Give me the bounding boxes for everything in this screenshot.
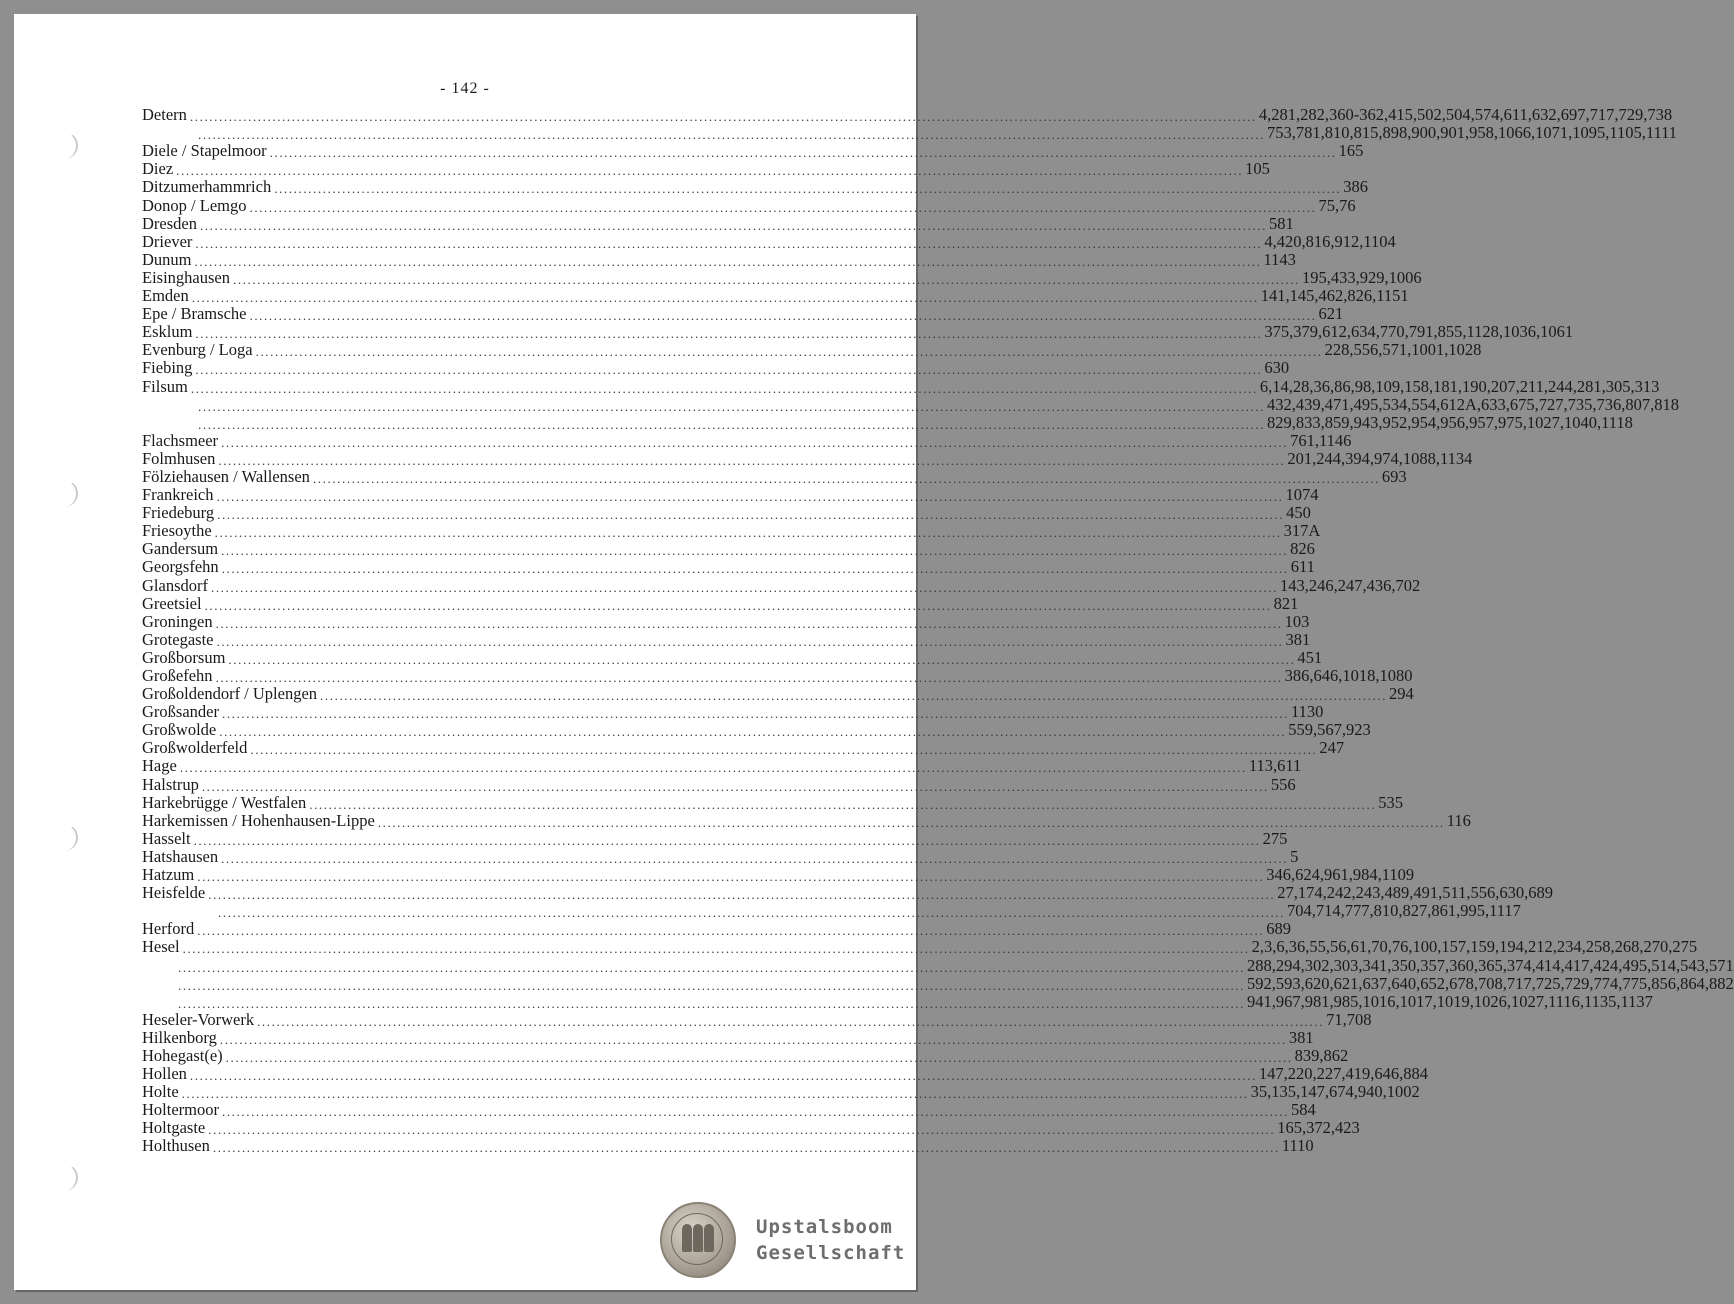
index-entry [142,448,1473,468]
page-references: 346,624,961,984,1109 [1266,865,1415,885]
dot-leader: ............................................................................................................................................................................................................................ [233,271,1300,287]
index-line [142,1009,1372,1029]
place-name: Heisfelde [142,883,206,903]
page-references: 535 [1378,792,1403,812]
index-line [142,249,1296,269]
index-line [142,666,1413,685]
index-entry [142,213,1294,233]
dot-leader: ............................................................................................................................................................................................................................ [228,651,1296,667]
dot-leader: ............................................................................................................................................................................................................................ [178,995,1245,1011]
index-entry [142,738,1345,758]
index-line [142,792,1403,812]
logo-line-1: Upstalsboom [756,1216,893,1238]
index-line [142,1045,1349,1065]
index-line [142,448,1473,468]
page-references: 1143 [1263,249,1296,269]
index-continuation-line [142,394,1680,414]
dot-leader: ............................................................................................................................................................................................................................ [189,1068,1257,1084]
index-line [142,322,1574,342]
dot-leader: ............................................................................................................................................................................................................................ [221,706,1289,722]
place-name: Holte [142,1082,179,1102]
index-entry [142,358,1290,378]
place-name: Großoldendorf / Uplengen [142,684,318,704]
place-name: Gandersum [142,539,219,559]
punch-hole [54,132,78,159]
index-line [142,358,1290,378]
index-line [142,720,1371,740]
page-references: 201,244,394,974,1088,1134 [1287,448,1473,468]
page-references: 381 [1285,629,1311,649]
index-line [142,267,1422,287]
page-references: 450 [1286,503,1311,523]
page-references: 71,708 [1326,1009,1372,1029]
index-line [142,376,1660,396]
dot-leader: ............................................................................................................................................................................................................................ [225,1049,1293,1065]
index-line [142,286,1409,306]
page-references: 592,593,620,621,637,640,652,678,708,717,725,729,774,775,856,864,882 [1247,973,1734,993]
index-entry [142,267,1422,287]
place-name: Dresden [142,213,197,233]
dot-leader: ............................................................................................................................................................................................................................ [221,850,1289,866]
index-line [142,575,1421,595]
page-references: 753,781,810,815,898,900,901,958,1066,1071,1095,1105,1111 [1267,123,1678,143]
index-continuation-line [142,973,1734,993]
dot-leader: ............................................................................................................................................................................................................................ [198,398,1265,414]
page-references: 689 [1266,919,1291,939]
index-entry [142,1027,1314,1047]
index-line [142,304,1344,324]
dot-leader: ............................................................................................................................................................................................................................ [195,326,1263,342]
place-name: Harkebrügge / Westfalen [142,792,307,812]
punch-hole [54,824,78,851]
page-references: 35,135,147,674,940,1002 [1250,1082,1420,1102]
page-references: 4,420,816,912,1104 [1264,231,1396,251]
place-name: Donop / Lemgo [142,195,247,215]
place-name: Fölziehausen / Wallensen [142,466,310,486]
place-name: Georgsfehn [142,557,219,577]
index-entry [142,774,1296,794]
dot-leader: ............................................................................................................................................................................................................................ [194,253,1262,269]
dot-leader: ............................................................................................................................................................................................................................ [249,308,1317,324]
punch-hole [54,480,78,507]
index-line [142,738,1345,758]
dot-leader: ............................................................................................................................................................................................................................ [190,380,1258,396]
index-line [142,629,1311,649]
index-line [142,828,1288,848]
index-entry [142,485,1319,505]
index-entry [142,666,1413,685]
index-entry [142,322,1574,342]
index-entry [142,1009,1372,1029]
page-number: - 142 - [440,80,490,97]
place-name: Großefehn [142,666,213,685]
index-entry [142,593,1299,613]
dot-leader: ............................................................................................................................................................................................................................ [217,507,1285,523]
page-references: 113,611 [1248,756,1302,776]
index-entry [142,430,1352,450]
page-references: 294 [1389,684,1414,704]
index-line [142,159,1270,179]
page-references: 386 [1343,177,1368,197]
index-entry [142,340,1482,360]
dot-leader: ............................................................................................................................................................................................................................ [178,959,1245,975]
place-name: Frankreich [142,485,214,505]
page-references: 27,174,242,243,489,491,511,556,630,689 [1277,883,1553,903]
index-entry [142,1064,1429,1084]
page-references: 381 [1288,1027,1314,1047]
page-references: 451 [1297,647,1323,667]
dot-leader: ............................................................................................................................................................................................................................ [212,1140,1280,1156]
place-name: Hatzum [142,865,195,885]
place-name: Hilkenborg [142,1027,217,1047]
dot-leader: ............................................................................................................................................................................................................................ [191,290,1259,306]
place-name: Detern [142,105,187,125]
page-references: 375,379,612,634,770,791,855,1128,1036,1061 [1264,322,1574,342]
place-name: Diez [142,159,174,179]
dot-leader: ............................................................................................................................................................................................................................ [197,923,1265,939]
index-entry [142,521,1321,541]
index-entry [142,865,1415,885]
page-references: 761,1146 [1290,430,1352,450]
index-line [142,195,1356,215]
place-name: Driever [142,231,193,251]
dot-leader: ............................................................................................................................................................................................................................ [269,145,1337,161]
index-entry [142,919,1291,939]
dot-leader: ............................................................................................................................................................................................................................ [377,814,1445,830]
index-continuation-line [142,412,1633,432]
page-references: 103 [1284,611,1310,631]
dot-leader: ............................................................................................................................................................................................................................ [219,1031,1287,1047]
page-references: 147,220,227,419,646,884 [1258,1064,1429,1084]
index-line [142,340,1482,360]
index-line [142,647,1323,667]
index-entry [142,846,1299,866]
dot-leader: ............................................................................................................................................................................................................................ [274,181,1342,197]
index-line [142,756,1302,776]
index-entry [142,195,1356,215]
dot-leader: ............................................................................................................................................................................................................................ [198,127,1265,143]
page-references: 165 [1338,141,1364,161]
page-references: 247 [1319,738,1345,758]
index-line [142,865,1415,885]
page-references: 105 [1245,159,1270,179]
dot-leader: ............................................................................................................................................................................................................................ [198,416,1265,432]
index-line [142,105,1673,125]
page-references: 195,433,929,1006 [1302,267,1422,287]
place-name: Filsum [142,376,188,396]
dot-leader: ............................................................................................................................................................................................................................ [249,199,1317,215]
index-line [142,846,1299,866]
page-references: 141,145,462,826,1151 [1260,286,1409,306]
index-line [142,213,1294,233]
index-entry [142,1082,1420,1102]
index-line [142,919,1291,939]
place-name: Friesoythe [142,521,212,541]
index-line [142,177,1368,197]
page-references: 1110 [1281,1136,1314,1156]
dot-leader: ............................................................................................................................................................................................................................ [216,633,1284,649]
dot-leader: ............................................................................................................................................................................................................................ [189,109,1257,125]
index-entry [142,792,1403,812]
dot-leader: ............................................................................................................................................................................................................................ [221,434,1289,450]
page-references: 386,646,1018,1080 [1284,666,1413,685]
index-entry [142,539,1315,559]
page-references: 693 [1381,466,1407,486]
index-line [142,430,1352,450]
index-continuation-line [142,123,1678,143]
page-references: 839,862 [1294,1045,1349,1065]
page-references: 1130 [1290,702,1324,722]
index-entry [142,159,1270,179]
index-entry [142,503,1311,523]
dot-leader: ............................................................................................................................................................................................................................ [218,905,1285,921]
dot-leader: ............................................................................................................................................................................................................................ [195,362,1263,378]
place-name: Folmhusen [142,448,216,468]
index-entry [142,828,1288,848]
page-references: 1074 [1285,485,1319,505]
index-line [142,521,1321,541]
place-name: Eisinghausen [142,267,230,287]
page-references: 6,14,28,36,86,98,109,158,181,190,207,211,244,281,305,313 [1259,376,1660,396]
dot-leader: ............................................................................................................................................................................................................................ [312,470,1380,486]
place-name: Hasselt [142,828,191,848]
dot-leader: ............................................................................................................................................................................................................................ [215,615,1283,631]
index-line [142,1064,1429,1084]
dot-leader: ............................................................................................................................................................................................................................ [214,525,1282,541]
index-entry [142,231,1396,251]
place-name: Holtgaste [142,1118,206,1138]
place-name: Dunum [142,249,192,269]
dot-leader: ............................................................................................................................................................................................................................ [250,742,1318,758]
index-entry [142,466,1407,486]
place-name: Großsander [142,702,219,722]
place-name: Großwolderfeld [142,738,248,758]
place-name: Grotegaste [142,629,214,649]
place-name: Halstrup [142,774,199,794]
index-entry [142,1136,1314,1156]
index-line [142,503,1311,523]
place-name: Groningen [142,611,213,631]
index-entry [142,575,1421,595]
place-name: Greetsiel [142,593,202,613]
page-references: 275 [1262,828,1288,848]
place-name: Esklum [142,322,193,342]
index-line [142,810,1471,830]
page-references: 611 [1290,557,1315,577]
place-name: Friedeburg [142,503,215,523]
index-entry [142,1118,1360,1138]
index-line [142,774,1296,794]
dot-leader: ............................................................................................................................................................................................................................ [221,1104,1289,1120]
dot-leader: ............................................................................................................................................................................................................................ [199,217,1267,233]
place-name: Holthusen [142,1136,210,1156]
dot-leader: ............................................................................................................................................................................................................................ [178,977,1245,993]
index-line [142,466,1407,486]
place-name: Herford [142,919,195,939]
index-entry [142,883,1553,921]
dot-leader: ............................................................................................................................................................................................................................ [208,1122,1276,1138]
publisher-logo [660,1202,905,1278]
page-references: 317A [1283,521,1321,541]
index-line [142,1136,1314,1156]
index-line [142,611,1310,631]
index-entry [142,756,1302,776]
dot-leader: ............................................................................................................................................................................................................................ [204,597,1272,613]
place-name: Holtermoor [142,1100,219,1120]
place-name: Hollen [142,1064,187,1084]
index-line [142,485,1319,505]
index-entry [142,629,1311,649]
page-references: 116 [1446,810,1471,830]
seal-emblem-icon [660,1202,736,1278]
page-references: 941,967,981,985,1016,1017,1019,1026,1027,1116,1135,1137 [1247,991,1653,1011]
dot-leader: ............................................................................................................................................................................................................................ [210,579,1278,595]
index-line [142,231,1396,251]
page-references: 143,246,247,436,702 [1279,575,1421,595]
dot-leader: ............................................................................................................................................................................................................................ [182,941,1250,957]
logo-line-2: Gesellschaft [756,1242,906,1264]
page-references: 621 [1318,304,1344,324]
page-references: 826 [1290,539,1315,559]
place-index [142,105,1734,1156]
dot-leader: ............................................................................................................................................................................................................................ [218,452,1286,468]
index-line [142,883,1553,903]
page-references: 556 [1270,774,1296,794]
place-name: Hohegast(e) [142,1045,223,1065]
place-name: Fiebing [142,358,193,378]
index-entry [142,376,1680,432]
dot-leader: ............................................................................................................................................................................................................................ [176,163,1244,179]
page-references: 704,714,777,810,827,861,995,1117 [1287,901,1521,921]
place-name: Evenburg / Loga [142,340,253,360]
dot-leader: ............................................................................................................................................................................................................................ [257,1013,1325,1029]
index-entry [142,611,1310,631]
index-line [142,702,1324,722]
page-references: 432,439,471,495,534,554,612A,633,675,727,735,736,807,818 [1267,394,1680,414]
index-line [142,937,1698,957]
page-references: 581 [1268,213,1294,233]
page-references: 4,281,282,360-362,415,502,504,574,611,632,697,717,729,738 [1258,105,1673,125]
index-entry [142,1100,1316,1120]
index-entry [142,141,1364,161]
place-name: Harkemissen / Hohenhausen-Lippe [142,810,375,830]
index-line [142,141,1364,161]
index-entry [142,286,1409,306]
index-line [142,684,1414,704]
place-name: Heseler-Vorwerk [142,1009,255,1029]
dot-leader: ............................................................................................................................................................................................................................ [309,796,1377,812]
page-references: 559,567,923 [1288,720,1371,740]
index-entry [142,720,1371,740]
place-name: Hesel [142,937,180,957]
index-entry [142,177,1368,197]
place-name: Diele / Stapelmoor [142,141,267,161]
index-continuation-line [142,991,1653,1011]
index-entry [142,304,1344,324]
index-entry [142,684,1414,704]
dot-leader: ............................................................................................................................................................................................................................ [255,344,1323,360]
dot-leader: ............................................................................................................................................................................................................................ [221,543,1289,559]
index-line [142,593,1299,613]
logo-text [756,1214,905,1266]
index-entry [142,647,1323,667]
page-references: 288,294,302,303,341,350,357,360,365,374,414,417,424,495,514,543,571 [1247,955,1734,975]
place-name: Großwolde [142,720,217,740]
index-line [142,539,1315,559]
index-entry [142,937,1734,1011]
dot-leader: ............................................................................................................................................................................................................................ [221,561,1289,577]
dot-leader: ............................................................................................................................................................................................................................ [181,1086,1249,1102]
dot-leader: ............................................................................................................................................................................................................................ [179,760,1247,776]
index-line [142,1118,1360,1138]
index-entry [142,810,1471,830]
page-references: 75,76 [1318,195,1356,215]
index-line [142,557,1315,577]
page-references: 821 [1273,593,1299,613]
page-references: 5 [1290,846,1299,866]
page-references: 165,372,423 [1277,1118,1360,1138]
index-entry [142,105,1678,143]
index-line [142,1027,1314,1047]
place-name: Hage [142,756,177,776]
document-page [14,14,1734,1290]
dot-leader: ............................................................................................................................................................................................................................ [193,832,1261,848]
place-name: Emden [142,286,189,306]
index-continuation-line [142,955,1734,975]
index-continuation-line [142,901,1521,921]
place-name: Hatshausen [142,846,219,866]
dot-leader: ............................................................................................................................................................................................................................ [208,887,1276,903]
punch-hole [54,1164,78,1191]
page-references: 630 [1264,358,1290,378]
dot-leader: ............................................................................................................................................................................................................................ [320,688,1388,704]
index-line [142,1082,1420,1102]
place-name: Glansdorf [142,575,208,595]
place-name: Großborsum [142,647,226,667]
dot-leader: ............................................................................................................................................................................................................................ [201,778,1269,794]
dot-leader: ............................................................................................................................................................................................................................ [197,869,1265,885]
place-name: Ditzumerhammrich [142,177,272,197]
page-references: 829,833,859,943,952,954,956,957,975,1027,1040,1118 [1267,412,1633,432]
index-entry [142,249,1296,269]
index-entry [142,557,1315,577]
dot-leader: ............................................................................................................................................................................................................................ [219,724,1287,740]
dot-leader: ............................................................................................................................................................................................................................ [215,670,1283,685]
dot-leader: ............................................................................................................................................................................................................................ [216,489,1284,505]
page-references: 228,556,571,1001,1028 [1324,340,1482,360]
page-references: 584 [1290,1100,1316,1120]
index-entry [142,1045,1349,1065]
place-name: Epe / Bramsche [142,304,247,324]
page-references: 2,3,6,36,55,56,61,70,76,100,157,159,194,212,234,258,268,270,275 [1251,937,1698,957]
dot-leader: ............................................................................................................................................................................................................................ [195,235,1263,251]
place-name: Flachsmeer [142,430,219,450]
index-entry [142,702,1324,722]
index-line [142,1100,1316,1120]
